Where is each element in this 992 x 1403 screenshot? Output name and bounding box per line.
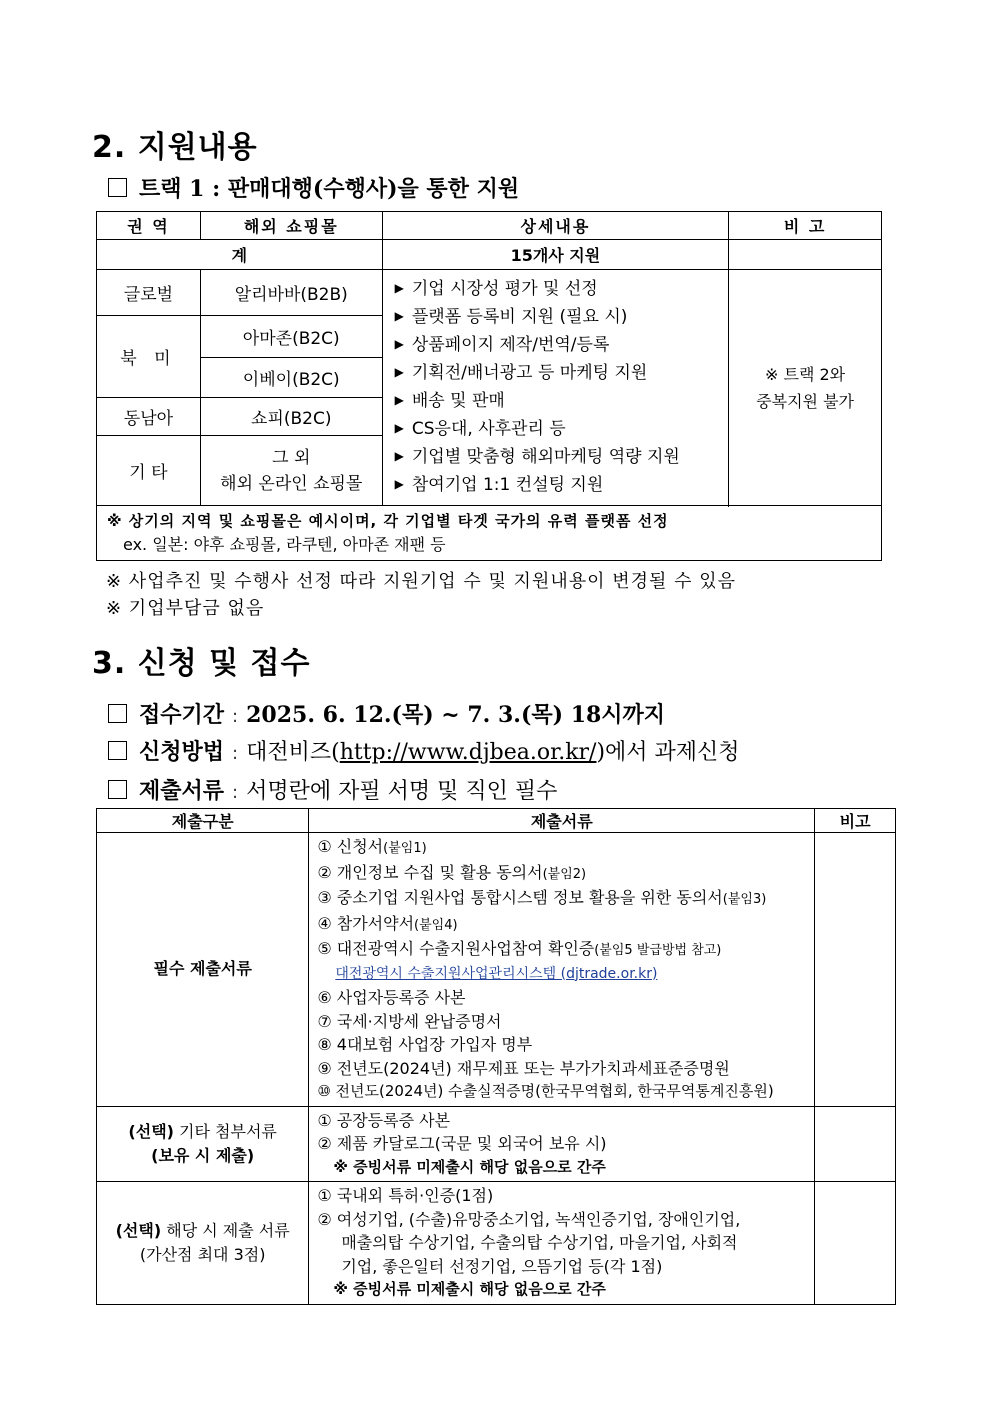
detail-item: ▶ 플랫폼 등록비 지원 (필요 시) xyxy=(395,304,729,332)
remark-cell: ※ 트랙 2와 중복지원 불가 xyxy=(729,270,882,506)
doc-item: ⑦ 국세·지방세 완납증명서 xyxy=(317,1011,502,1031)
doc-item: ④ 참가서약서(붙임4) xyxy=(317,913,458,933)
track1-heading: 트랙 1 : 판매대행(수행사)을 통한 지원 xyxy=(108,172,519,203)
support-table xyxy=(96,211,882,561)
region-global: 글로벌 xyxy=(97,270,201,316)
section3-title: 3. 신청 및 접수 xyxy=(92,646,311,681)
optional-category: (선택) 기타 첨부서류 (보유 시 제출) xyxy=(97,1106,309,1182)
table-note: ※ 상기의 지역 및 쇼핑몰은 예시이며, 각 기업별 타겟 국가의 유력 플랫폼 선정 ex. 일본: 야후 쇼핑몰, 라쿠텐, 아마존 재팬 등 xyxy=(97,506,882,561)
period-line: 접수기간 : 2025. 6. 12.(목) ~ 7. 3.(목) 18시까지 xyxy=(108,698,665,729)
mall-amazon: 아마존(B2C) xyxy=(200,316,382,358)
documents-line: 제출서류 : 서명란에 자필 서명 및 직인 필수 xyxy=(108,774,557,805)
doc-item: ⑤ 대전광역시 수출지원사업참여 확인증(붙임5 발급방법 참고) xyxy=(317,939,722,958)
checkbox-icon xyxy=(108,704,127,723)
doc-item: ① 국내외 특허·인증(1점) xyxy=(317,1186,494,1205)
djtrade-link[interactable]: 대전광역시 수출지원사업관리시스템 (djtrade.or.kr) xyxy=(335,965,658,982)
total-label: 계 xyxy=(97,240,383,270)
doc-item: ② 제품 카달로그(국문 및 외국어 보유 시) xyxy=(317,1134,607,1153)
checkbox-icon xyxy=(108,178,127,197)
checkbox-icon xyxy=(108,780,127,799)
section2-title: 2. 지원내용 xyxy=(92,130,258,165)
remark-2: ※ 기업부담금 없음 xyxy=(106,598,265,619)
doc-item-cont: 기업, 좋은일터 선정기업, 으뜸기업 등(각 1점) xyxy=(341,1256,663,1276)
mall-ebay: 이베이(B2C) xyxy=(200,358,382,398)
region-other: 기 타 xyxy=(97,436,201,506)
required-docs xyxy=(309,833,815,1107)
optional-docs xyxy=(309,1106,815,1182)
doc-item: ⑩ 전년도(2024년) 수출실적증명(한국무역협회, 한국무역통계진흥원) xyxy=(317,1082,774,1100)
header-documents: 제출서류 xyxy=(309,809,815,833)
bonus-category: (선택) 해당 시 제출 서류 (가산점 최대 3점) xyxy=(97,1182,309,1305)
detail-list xyxy=(382,270,729,506)
header-region: 권 역 xyxy=(97,212,201,240)
remark-1: ※ 사업추진 및 수행사 선정 따라 지원기업 수 및 지원내용이 변경될 수 있음 xyxy=(106,571,736,592)
detail-item: ▶ 기획전/배너광고 등 마케팅 지원 xyxy=(395,360,729,388)
region-north-america: 북 미 xyxy=(97,316,201,398)
header-remark: 비 고 xyxy=(729,212,882,240)
mall-shopee: 쇼피(B2C) xyxy=(200,398,382,436)
doc-item: ③ 중소기업 지원사업 통합시스템 정보 활용을 위한 동의서(붙임3) xyxy=(317,888,767,907)
doc-item: ① 공장등록증 사본 xyxy=(317,1110,451,1130)
doc-item: ⑥ 사업자등록증 사본 xyxy=(317,988,466,1007)
header-detail: 상세내용 xyxy=(382,212,729,240)
header-note: 비고 xyxy=(815,809,896,833)
mall-alibaba: 알리바바(B2B) xyxy=(200,270,382,316)
bonus-docs xyxy=(309,1182,815,1305)
doc-item: ⑧ 4대보험 사업장 가입자 명부 xyxy=(317,1035,533,1054)
mall-other: 그 외 해외 온라인 쇼핑몰 xyxy=(200,436,382,506)
detail-item: ▶ 기업별 맞춤형 해외마케팅 역량 지원 xyxy=(395,444,729,472)
doc-item: ⑨ 전년도(2024년) 재무제표 또는 부가가치과세표준증명원 xyxy=(317,1058,730,1078)
djbea-link[interactable]: http://www.djbea.or.kr/ xyxy=(339,740,597,765)
detail-item: ▶ 상품페이지 제작/번역/등록 xyxy=(395,332,729,360)
doc-item: ② 여성기업, (수출)유망중소기업, 녹색인증기업, 장애인기업, xyxy=(317,1209,741,1229)
optional-note: ※ 증빙서류 미제출시 해당 없음으로 간주 xyxy=(333,1157,606,1176)
detail-item: ▶ 기업 시장성 평가 및 선정 xyxy=(395,276,729,304)
detail-item: ▶ 배송 및 판매 xyxy=(395,388,729,416)
submission-table xyxy=(96,808,896,1305)
header-category: 제출구분 xyxy=(97,809,309,833)
detail-item: ▶ CS응대, 사후관리 등 xyxy=(395,416,729,444)
region-southeast-asia: 동남아 xyxy=(97,398,201,436)
required-category: 필수 제출서류 xyxy=(97,833,309,1107)
doc-item: ① 신청서(붙임1) xyxy=(317,837,427,856)
doc-item-cont: 매출의탑 수상기업, 수출의탑 수상기업, 마을기업, 사회적 xyxy=(341,1233,738,1252)
method-line: 신청방법 : 대전비즈(http://www.djbea.or.kr/)에서 과제신청 xyxy=(108,735,740,766)
header-mall: 해외 쇼핑몰 xyxy=(200,212,382,240)
checkbox-icon xyxy=(108,741,127,760)
detail-item: ▶ 참여기업 1:1 컨설팅 지원 xyxy=(395,472,729,500)
doc-item: ② 개인정보 수집 및 활용 동의서(붙임2) xyxy=(317,862,587,882)
total-value: 15개사 지원 xyxy=(382,240,729,270)
bonus-note: ※ 증빙서류 미제출시 해당 없음으로 간주 xyxy=(333,1280,606,1298)
